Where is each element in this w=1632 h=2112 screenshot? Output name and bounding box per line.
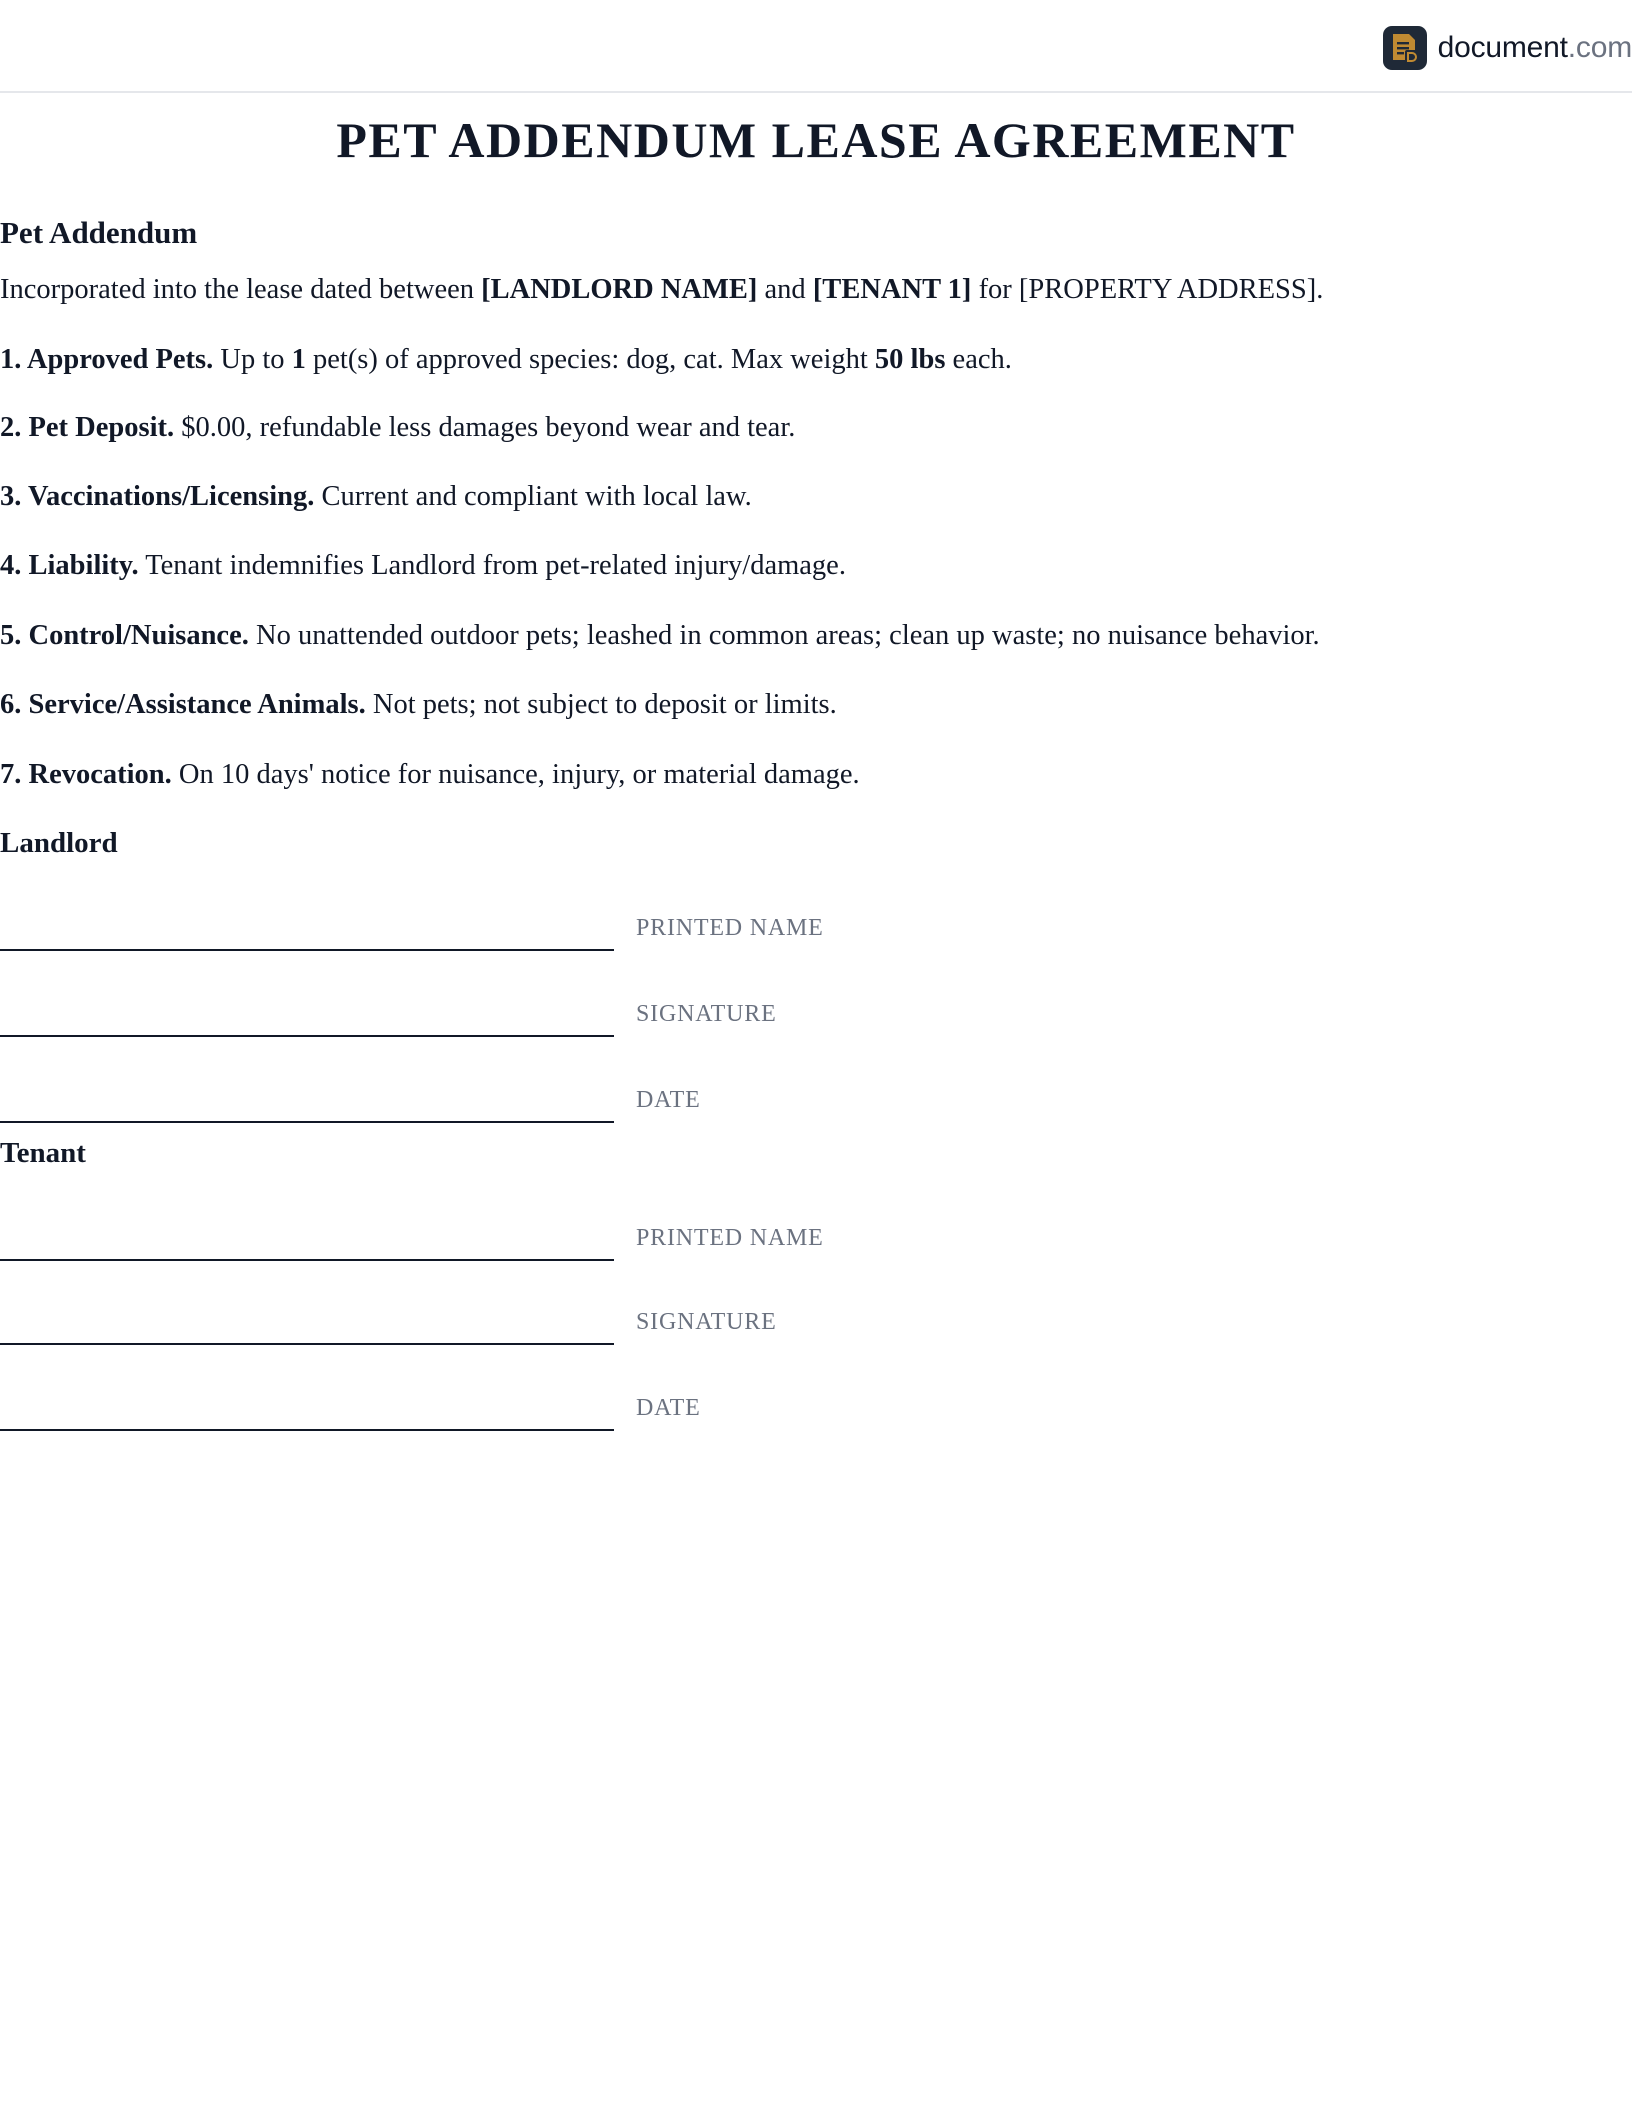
landlord-signature-line[interactable] (0, 1035, 614, 1037)
tenant-printed-name-label: PRINTED NAME (636, 1225, 824, 1251)
landlord-placeholder: [LANDLORD NAME] (481, 274, 758, 305)
section-heading: Pet Addendum (0, 215, 198, 250)
clause-heading: 7. Revocation. (0, 759, 172, 790)
pet-count: 1 (291, 344, 306, 375)
clause-approved-pets (0, 341, 1012, 379)
clause-text: On 10 days' notice for nuisance, injury, or material damage. (171, 759, 860, 790)
landlord-signature-label: SIGNATURE (636, 1001, 777, 1027)
tenant-printed-name-line[interactable] (0, 1259, 614, 1261)
landlord-printed-name-line[interactable] (0, 949, 614, 951)
landlord-date-label: DATE (636, 1087, 701, 1113)
max-weight: 50 lbs (874, 344, 946, 375)
tenant-signature-label: SIGNATURE (636, 1309, 777, 1335)
clause-heading: 6. Service/Assistance Animals. (0, 689, 366, 720)
document-title: PET ADDENDUM LEASE AGREEMENT (336, 112, 1296, 168)
clause-control-nuisance (0, 617, 1320, 655)
clause-heading: 2. Pet Deposit. (0, 412, 175, 443)
brand-tld: .com (1567, 31, 1632, 64)
intro-prefix: Incorporated into the lease dated between (0, 274, 482, 305)
clause-pet-deposit (0, 409, 795, 447)
clause-heading: 4. Liability. (0, 550, 139, 581)
clause-text: pet(s) of approved species: dog, cat. Max weight (305, 344, 875, 375)
clause-text: Tenant indemnifies Landlord from pet-related injury/damage. (138, 550, 846, 581)
clause-text: Up to (213, 344, 292, 375)
brand-logo[interactable] (1383, 25, 1632, 71)
tenant-heading: Tenant (0, 1137, 86, 1169)
clause-heading: 5. Control/Nuisance. (0, 620, 249, 651)
clause-text: each. (945, 344, 1012, 375)
intro-suffix: for [PROPERTY ADDRESS]. (971, 274, 1324, 305)
clause-heading: 3. Vaccinations/Licensing. (0, 481, 315, 512)
landlord-printed-name-label: PRINTED NAME (636, 915, 824, 941)
tenant-placeholder: [TENANT 1] (812, 274, 972, 305)
intro-paragraph (0, 271, 1323, 309)
landlord-date-line[interactable] (0, 1121, 614, 1123)
document-logo-icon (1383, 26, 1427, 70)
clause-liability (0, 547, 846, 585)
clause-vaccinations (0, 478, 752, 516)
brand-name (1438, 31, 1632, 65)
brand-word: document (1437, 31, 1568, 64)
clause-revocation (0, 756, 860, 794)
clause-text: No unattended outdoor pets; leashed in common areas; clean up waste; no nuisance behavior. (248, 620, 1320, 651)
top-bar (0, 0, 1632, 93)
tenant-date-line[interactable] (0, 1429, 614, 1431)
tenant-signature-line[interactable] (0, 1343, 614, 1345)
clause-text: Current and compliant with local law. (314, 481, 752, 512)
tenant-date-label: DATE (636, 1395, 701, 1421)
clause-service-animals (0, 686, 837, 724)
intro-mid: and (757, 274, 813, 305)
clause-text: Not pets; not subject to deposit or limits. (365, 689, 837, 720)
clause-text: $0.00, refundable less damages beyond wear and tear. (174, 412, 796, 443)
clause-heading: 1. Approved Pets. (0, 344, 214, 375)
landlord-heading: Landlord (0, 827, 118, 859)
